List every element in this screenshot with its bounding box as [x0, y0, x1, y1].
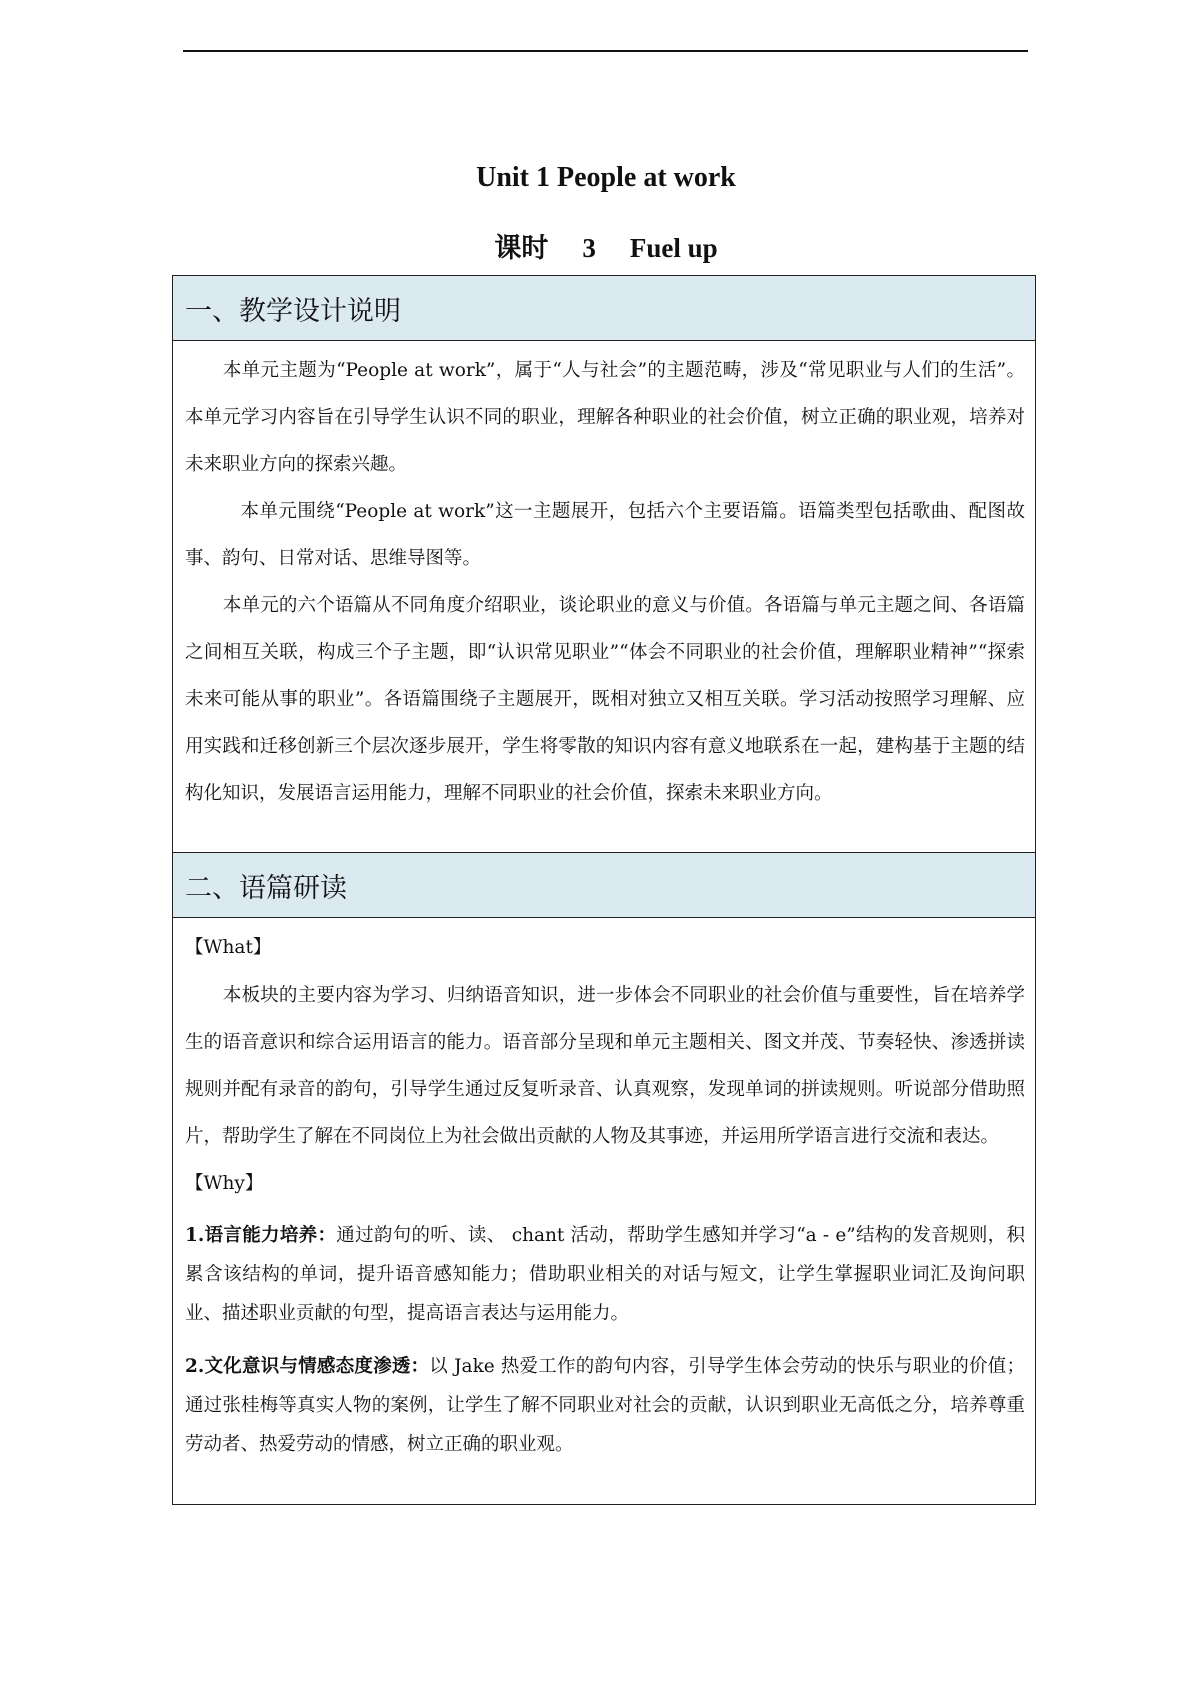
why-item-text: 以 Jake 热爱工作的韵句内容，引导学生体会劳动的快乐与职业的价值；通过张桂梅等真实人物的案例，让学生了解不同职业对社会的贡献，认识到职业无高低之分，培养尊重劳动者、热爱劳动的情感，树立正确的职业观。 [185, 1356, 1025, 1455]
what-paragraph: 本板块的主要内容为学习、归纳语音知识，进一步体会不同职业的社会价值与重要性，旨在培养学生的语音意识和综合运用语言的能力。语音部分呈现和单元主题相关、图文并茂、节奏轻快、渗透拼读规则并配有录音的韵句，引导学生通过反复听录音、认真观察，发现单词的拼读规则。听说部分借助照片，帮助学生了解在不同岗位上为社会做出贡献的人物及其事迹，并运用所学语言进行交流和表达。 [185, 985, 1025, 1147]
unit-title: Unit 1 People at work [476, 162, 736, 193]
what-tag: 【What】 [185, 937, 272, 958]
why-item-lead: 1.语言能力培养： [185, 1225, 337, 1246]
why-tag: 【Why】 [185, 1173, 264, 1194]
why-item [185, 1347, 1025, 1464]
why-item-text: 通过韵句的听、读、 chant 活动，帮助学生感知并学习“a - e”结构的发音规则，积累含该结构的单词，提升语音感知能力；借助职业相关的对话与短文，让学生掌握职业词汇及询问职业、描述职业贡献的句型，提高语言表达与运用能力。 [185, 1225, 1025, 1324]
paragraph: 本单元围绕“People at work”这一主题展开，包括六个主要语篇。语篇类型包括歌曲、配图故事、韵句、日常对话、思维导图等。 [185, 501, 1025, 569]
lesson-name: Fuel up [629, 233, 718, 263]
paragraph: 本单元的六个语篇从不同角度介绍职业，谈论职业的意义与价值。各语篇与单元主题之间、各语篇之间相互关联，构成三个子主题，即“认识常见职业”“体会不同职业的社会价值，理解职业精神”“探索未来可能从事的职业”。各语篇围绕子主题展开，既相对独立又相互关联。学习活动按照学习理解、应用实践和迁移创新三个层次逐步展开，学生将零散的知识内容有意义地联系在一起，建构基于主题的结构化知识，发展语言运用能力，理解不同职业的社会价值，探索未来职业方向。 [185, 595, 1025, 804]
section-heading-text-analysis: 二、语篇研读 [173, 853, 1035, 918]
lesson-plan-table [172, 275, 1036, 1505]
why-item [185, 1216, 1025, 1333]
section-body-text-analysis [173, 918, 1035, 1504]
lesson-number: 3 [582, 233, 596, 263]
section-text-analysis [173, 853, 1035, 1504]
lesson-title [0, 226, 1200, 265]
why-item-lead: 2.文化意识与情感态度渗透： [185, 1356, 430, 1377]
header-rule [183, 50, 1028, 52]
paragraph: 本单元主题为“People at work”，属于“人与社会”的主题范畴，涉及“常见职业与人们的生活”。本单元学习内容旨在引导学生认识不同的职业，理解各种职业的社会价值，树立正确的职业观，培养对未来职业方向的探索兴趣。 [185, 360, 1025, 475]
section-body-design-notes [173, 341, 1035, 853]
section-design-notes [173, 276, 1035, 853]
section-heading-design-notes: 一、教学设计说明 [173, 276, 1035, 341]
lesson-label: 课时 [494, 233, 549, 263]
